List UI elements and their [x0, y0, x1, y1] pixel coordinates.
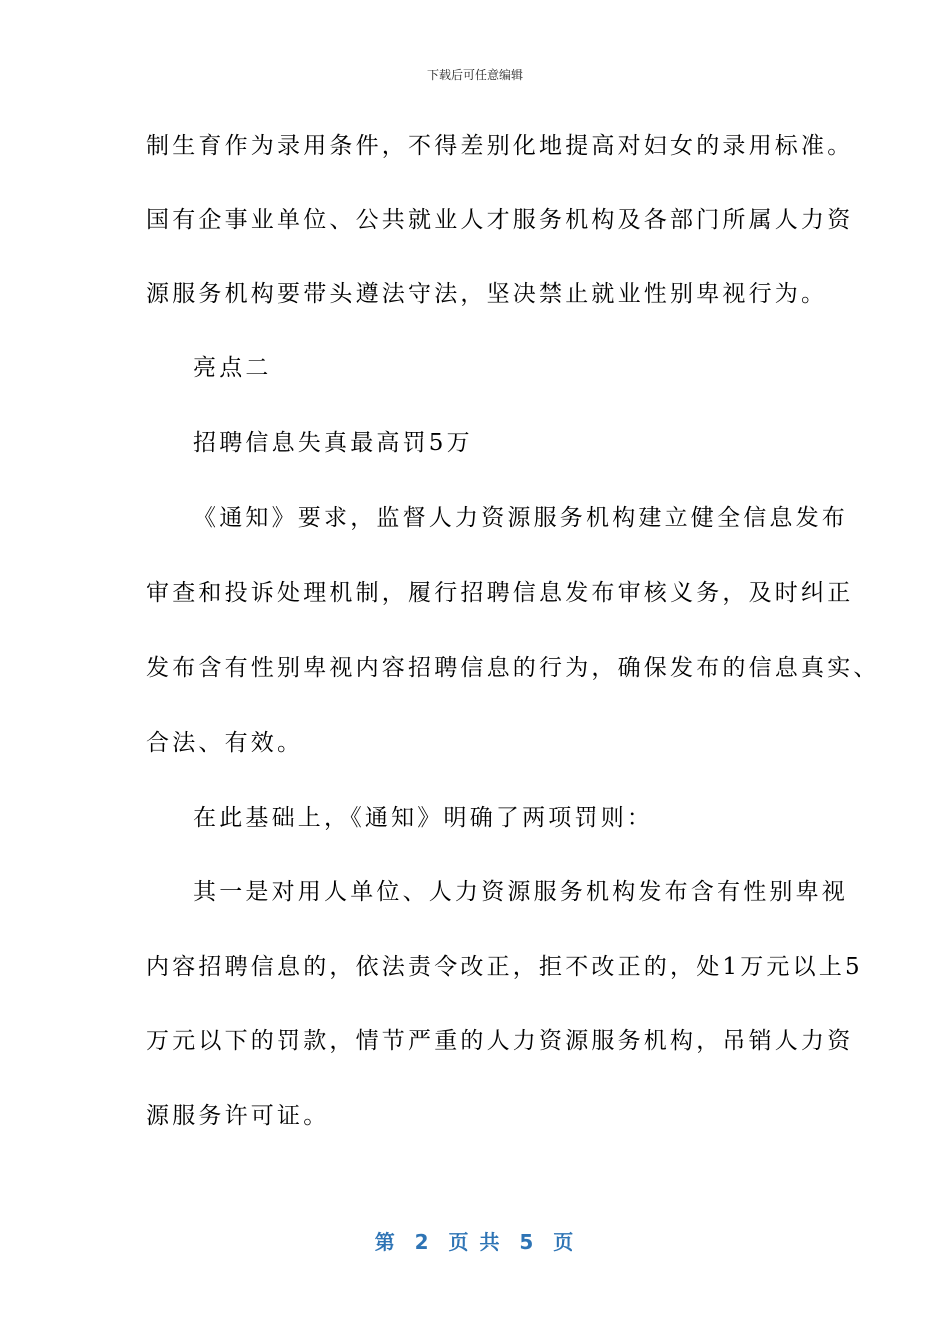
body-line: 源服务机构要带头遵法守法，坚决禁止就业性别卑视行为。: [146, 281, 828, 307]
body-line: 在此基础上，《通知》明确了两项罚则：: [193, 805, 654, 831]
body-line: 制生育作为录用条件，不得差别化地提高对妇女的录用标准。: [146, 133, 854, 159]
page-footer: [0, 1226, 950, 1255]
body-line: 发布含有性别卑视内容招聘信息的行为，确保发布的信息真实、: [146, 655, 880, 681]
body-line: 内容招聘信息的，依法责令改正，拒不改正的，处1万元以上5: [146, 954, 863, 980]
body-line: 源服务许可证。: [146, 1103, 330, 1129]
section-heading: 亮点二: [193, 355, 272, 381]
page-number-label: 第 2 页 共 5 页: [374, 1230, 576, 1254]
section-subheading: 招聘信息失真最高罚5万: [193, 430, 473, 456]
body-line: 审查和投诉处理机制，履行招聘信息发布审核义务，及时纠正: [146, 580, 854, 606]
body-line: 合法、有效。: [146, 730, 304, 756]
body-line: 其一是对用人单位、人力资源服务机构发布含有性别卑视: [193, 879, 848, 905]
body-line: 万元以下的罚款，情节严重的人力资源服务机构，吊销人力资: [146, 1028, 854, 1054]
body-line: 《通知》要求，监督人力资源服务机构建立健全信息发布: [193, 505, 848, 531]
page-header-note: 下载后可任意编辑: [426, 68, 523, 82]
body-line: 国有企事业单位、公共就业人才服务机构及各部门所属人力资: [146, 207, 854, 233]
